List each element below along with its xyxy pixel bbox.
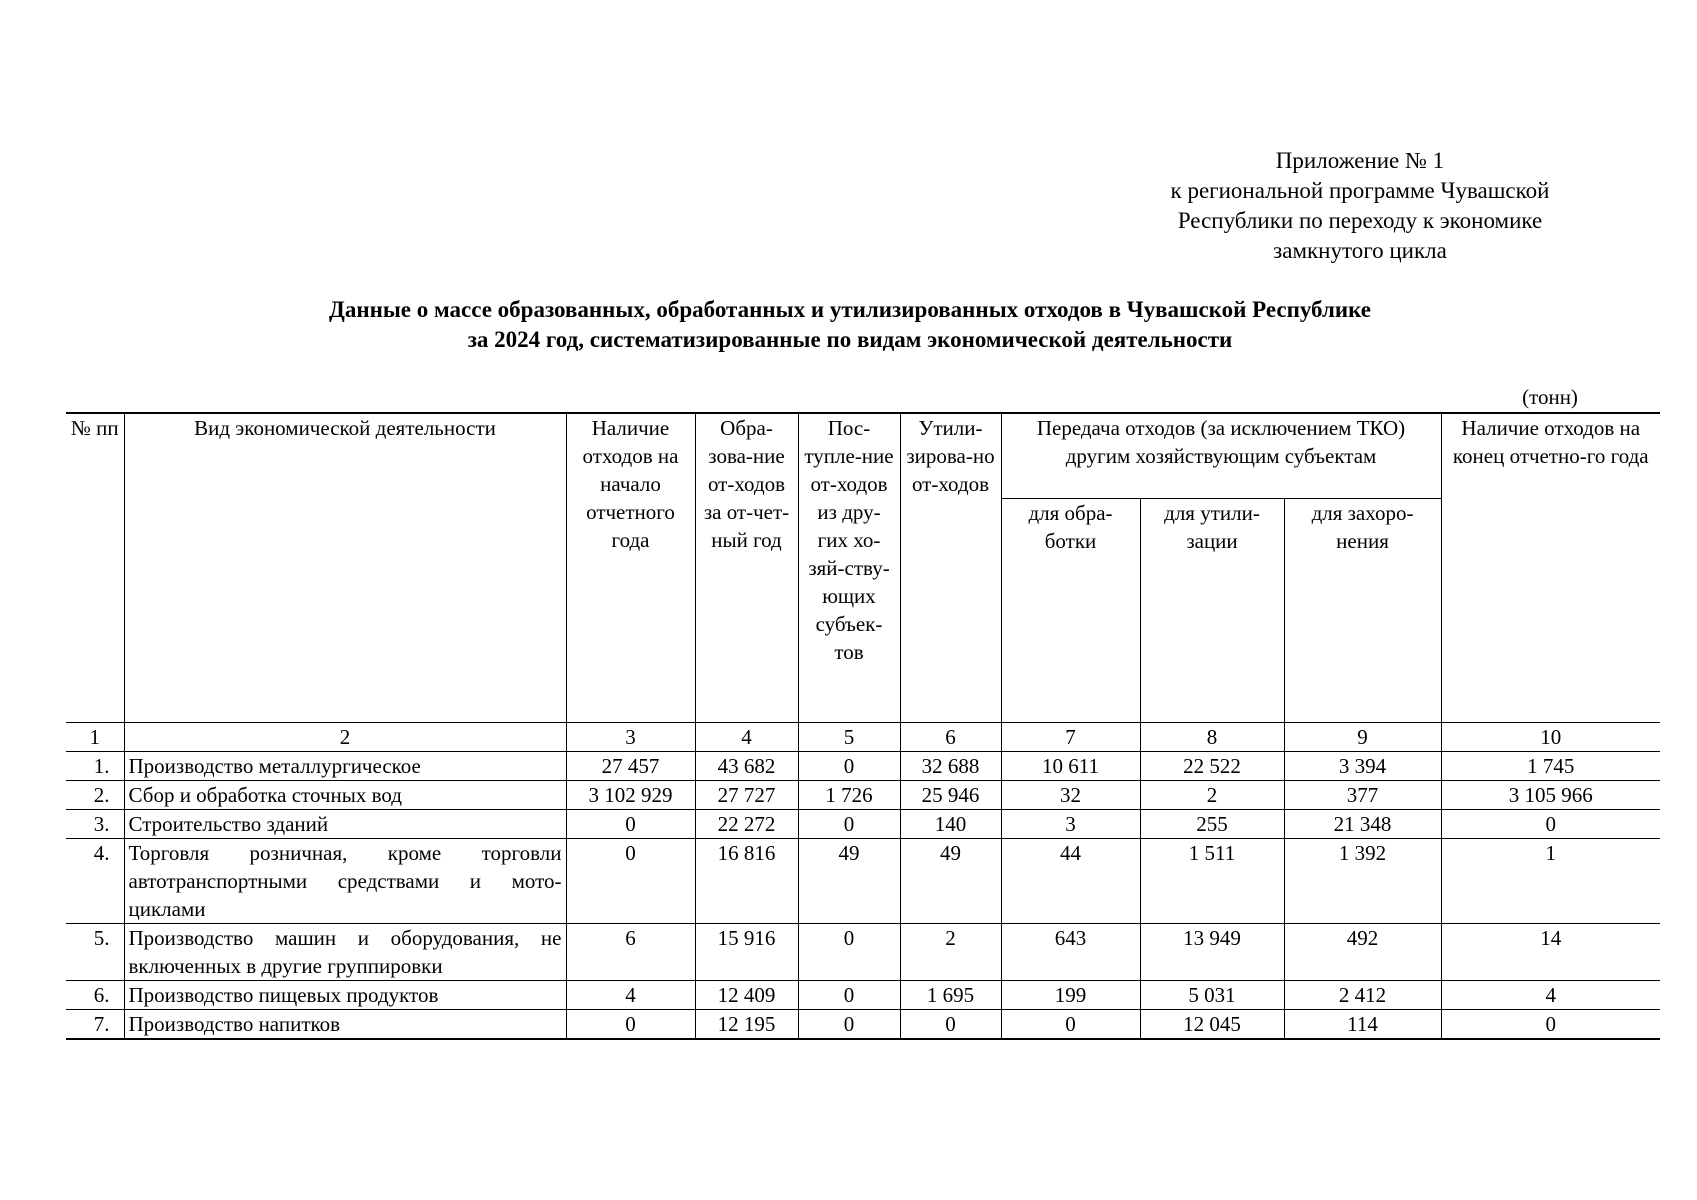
cell-utilized: 32 688 (900, 752, 1001, 781)
cell-end: 3 105 966 (1441, 781, 1660, 810)
cell-utilized: 140 (900, 810, 1001, 839)
cell-received: 1 726 (798, 781, 900, 810)
column-number: 1 (66, 723, 124, 752)
appendix-line-3: Республики по переходу к экономике (1177, 208, 1543, 233)
column-number: 4 (695, 723, 798, 752)
cell-received: 0 (798, 752, 900, 781)
row-number: 6. (66, 981, 124, 1010)
cell-formed: 43 682 (695, 752, 798, 781)
cell-received: 0 (798, 1010, 900, 1040)
cell-utilized: 2 (900, 924, 1001, 981)
cell-processing: 44 (1001, 839, 1140, 924)
cell-utilization: 12 045 (1140, 1010, 1284, 1040)
cell-received: 0 (798, 810, 900, 839)
cell-formed: 12 195 (695, 1010, 798, 1040)
cell-burial: 21 348 (1284, 810, 1441, 839)
document-title (60, 295, 1640, 355)
table-row (66, 810, 1660, 839)
cell-processing: 10 611 (1001, 752, 1140, 781)
cell-burial: 114 (1284, 1010, 1441, 1040)
column-number: 2 (124, 723, 566, 752)
cell-utilized: 25 946 (900, 781, 1001, 810)
cell-start: 6 (566, 924, 695, 981)
row-activity: Строительство зданий (124, 810, 566, 839)
cell-end: 0 (1441, 1010, 1660, 1040)
row-activity: Производство машин и оборудования, не включенных в другие группировки (124, 924, 566, 981)
cell-utilization: 255 (1140, 810, 1284, 839)
appendix-line-2: к региональной программе Чувашской (1170, 178, 1550, 203)
header-end: Наличие отходов на конец отчетно-го года (1441, 413, 1660, 723)
row-number: 4. (66, 839, 124, 924)
cell-burial: 3 394 (1284, 752, 1441, 781)
header-utilized: Утили-зирова-но от-ходов (900, 413, 1001, 723)
cell-end: 4 (1441, 981, 1660, 1010)
appendix-note (1140, 146, 1580, 266)
column-number: 6 (900, 723, 1001, 752)
cell-start: 4 (566, 981, 695, 1010)
cell-processing: 0 (1001, 1010, 1140, 1040)
table-row (66, 981, 1660, 1010)
appendix-line-4: замкнутого цикла (1273, 238, 1447, 263)
cell-formed: 16 816 (695, 839, 798, 924)
header-received: Пос-тупле-ние от-ходов из дру-гих хо-зяй-ству-ющих субъек-тов (798, 413, 900, 723)
row-activity: Производство напитков (124, 1010, 566, 1040)
row-activity: Торговля розничная, кроме торговли автотранспортными средствами и мото-циклами (124, 839, 566, 924)
column-number: 5 (798, 723, 900, 752)
cell-formed: 22 272 (695, 810, 798, 839)
cell-burial: 377 (1284, 781, 1441, 810)
header-num: № пп (66, 413, 124, 723)
title-line-2: за 2024 год, систематизированные по видам экономической деятельности (467, 327, 1233, 352)
table-row (66, 781, 1660, 810)
cell-end: 14 (1441, 924, 1660, 981)
cell-processing: 199 (1001, 981, 1140, 1010)
cell-start: 3 102 929 (566, 781, 695, 810)
title-line-1: Данные о массе образованных, обработанных и утилизированных отходов в Чувашской Республике (329, 297, 1371, 322)
waste-data-table (66, 412, 1660, 1040)
cell-utilized: 49 (900, 839, 1001, 924)
cell-received: 49 (798, 839, 900, 924)
column-number: 9 (1284, 723, 1441, 752)
cell-utilization: 2 (1140, 781, 1284, 810)
appendix-line-1: Приложение № 1 (1275, 148, 1445, 173)
cell-start: 0 (566, 1010, 695, 1040)
cell-start: 0 (566, 810, 695, 839)
table-row (66, 752, 1660, 781)
cell-formed: 15 916 (695, 924, 798, 981)
cell-utilization: 22 522 (1140, 752, 1284, 781)
column-number: 7 (1001, 723, 1140, 752)
cell-utilization: 5 031 (1140, 981, 1284, 1010)
header-start: Наличие отходов на начало отчетного года (566, 413, 695, 723)
cell-processing: 32 (1001, 781, 1140, 810)
row-number: 7. (66, 1010, 124, 1040)
cell-formed: 12 409 (695, 981, 798, 1010)
cell-burial: 1 392 (1284, 839, 1441, 924)
cell-end: 0 (1441, 810, 1660, 839)
cell-utilization: 1 511 (1140, 839, 1284, 924)
cell-burial: 2 412 (1284, 981, 1441, 1010)
row-number: 3. (66, 810, 124, 839)
cell-formed: 27 727 (695, 781, 798, 810)
header-formed: Обра-зова-ние от-ходов за от-чет-ный год (695, 413, 798, 723)
cell-processing: 643 (1001, 924, 1140, 981)
cell-utilized: 0 (900, 1010, 1001, 1040)
cell-start: 27 457 (566, 752, 695, 781)
header-activity: Вид экономической деятельности (124, 413, 566, 723)
row-number: 2. (66, 781, 124, 810)
cell-start: 0 (566, 839, 695, 924)
table-row (66, 924, 1660, 981)
row-number: 5. (66, 924, 124, 981)
cell-end: 1 745 (1441, 752, 1660, 781)
header-transfer-utilization: для утили-зации (1140, 499, 1284, 723)
cell-received: 0 (798, 981, 900, 1010)
cell-processing: 3 (1001, 810, 1140, 839)
cell-end: 1 (1441, 839, 1660, 924)
column-number-row (66, 723, 1660, 752)
row-activity: Производство металлургическое (124, 752, 566, 781)
units-label: (тонн) (1522, 385, 1578, 409)
header-transfer-processing: для обра-ботки (1001, 499, 1140, 723)
header-transfer-burial: для захоро-нения (1284, 499, 1441, 723)
row-number: 1. (66, 752, 124, 781)
column-number: 10 (1441, 723, 1660, 752)
row-activity: Производство пищевых продуктов (124, 981, 566, 1010)
column-number: 3 (566, 723, 695, 752)
table-row (66, 1010, 1660, 1040)
cell-burial: 492 (1284, 924, 1441, 981)
table-row (66, 839, 1660, 924)
cell-received: 0 (798, 924, 900, 981)
header-transfer: Передача отходов (за исключением ТКО) другим хозяйствующим субъектам (1001, 413, 1441, 499)
row-activity: Сбор и обработка сточных вод (124, 781, 566, 810)
cell-utilized: 1 695 (900, 981, 1001, 1010)
cell-utilization: 13 949 (1140, 924, 1284, 981)
column-number: 8 (1140, 723, 1284, 752)
